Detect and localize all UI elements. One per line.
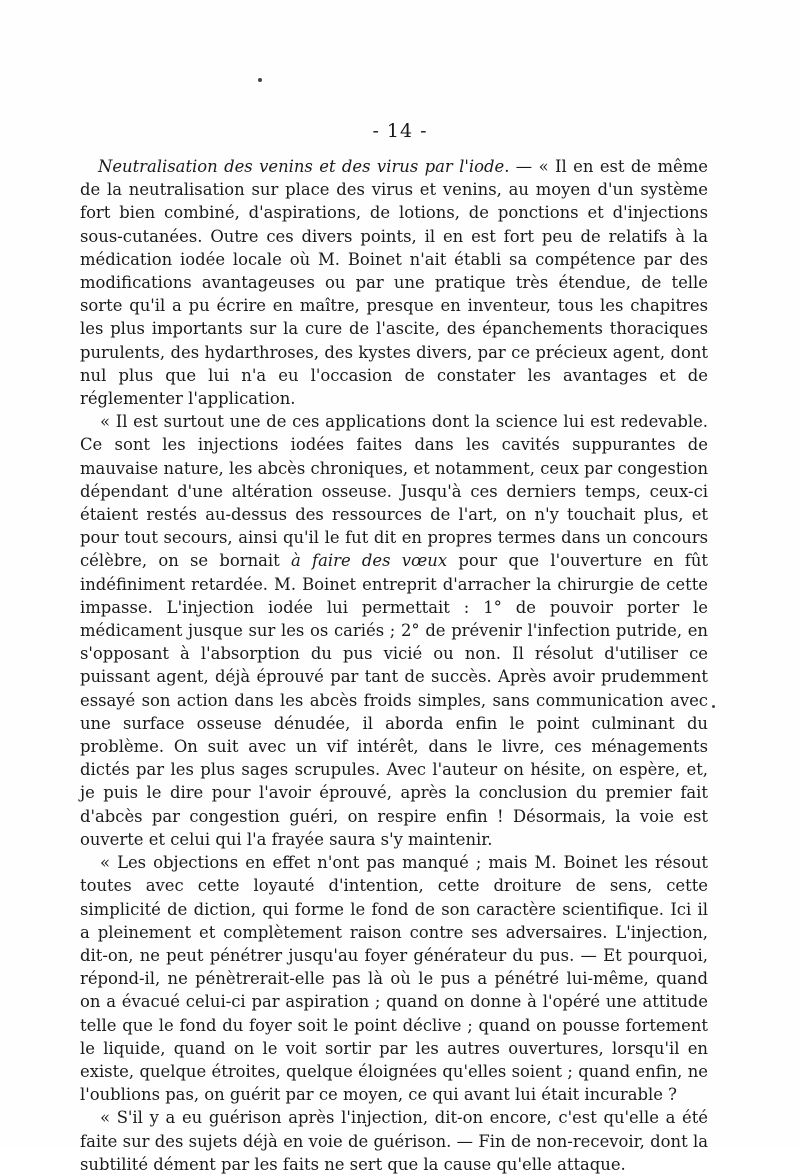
paragraph-3-text: « Les objections en effet n'ont pas manqué ; mais M. Boinet les résout toutes avec cette loyauté d'intention, cette droiture de sens, cette simplicité de diction, qui forme le fond de son caractère scientifique. Ici il a pleinement et complètement raison contre ses adversaires. L'injection, dit-on, ne peut pénétrer jusqu'au foyer générateur du pus. — Et pourquoi, répond-il, ne pénètrerait-elle pas là où le pus a pénétré lui-même, quand on a évacué celui-ci par aspiration ; quand on donne à l'opéré une attitude telle que le fond du foyer soit le point déclive ; quand on pousse fortement le liquide, quand on le voit sortir par les autres ouvertures, lorsqu'il en existe, quelque étroites, quelque éloignées qu'elles soient ; quand enfin, ne l'oublions pas, on guérit par ce moyen, ce qui avant lui était incurable ? bbox=[80, 853, 708, 1105]
paragraph-1 bbox=[80, 155, 708, 410]
ink-speck bbox=[712, 705, 715, 708]
paragraph-2-italic-phrase: à faire des vœux bbox=[291, 551, 448, 571]
paragraph-4-text: « S'il y a eu guérison après l'injection, dit-on encore, c'est qu'elle a été faite sur des sujets déjà en voie de guérison. — Fin de non-recevoir, dont la subtilité dément par les faits ne sert que la cause qu'elle attaque. bbox=[80, 1108, 708, 1174]
body-text bbox=[80, 155, 708, 1176]
page-number: - 14 - bbox=[372, 120, 428, 142]
paragraph-2 bbox=[80, 410, 708, 851]
heading-dash: — bbox=[509, 157, 539, 176]
ink-speck bbox=[258, 78, 262, 82]
paragraph-2-text-start: « Il est surtout une de ces applications dont la science lui est redevable. Ce sont les injections iodées faites dans les cavités suppurantes de mauvaise nature, les abcès chroniques, et notamment, ceux par congestion dépendant d'une altération osseuse. Jusqu'à ces derniers temps, ceux-ci étaient restés au-dessus des ressources de l'art, on n'y touchait plus, et pour tout secours, ainsi qu'il le fut dit en propres termes dans un concours célèbre, on se bornait bbox=[80, 412, 708, 571]
paragraph-4 bbox=[80, 1106, 708, 1176]
paragraph-1-text: « Il en est de même de la neutralisation sur place des virus et venins, au moyen d'un système fort bien combiné, d'aspirations, de lotions, de ponctions et d'injections sous-cutanées. Outre ces divers points, il en est fort peu de relatifs à la médication iodée locale où M. Boinet n'ait établi sa compétence par des modifications avantageuses ou par une pratique très étendue, de telle sorte qu'il a pu écrire en maître, presque en inventeur, tous les chapitres les plus importants sur la cure de l'ascite, des épanchements thoraciques purulents, des hydarthroses, des kystes divers, par ce précieux agent, dont nul plus que lui n'a eu l'occasion de constater les avantages et de réglementer l'application. bbox=[80, 157, 708, 409]
paragraph-2-text-end: pour que l'ouverture en fût indéfiniment retardée. M. Boinet entreprit d'arracher la chirurgie de cette impasse. L'injection iodée lui permettait : 1° de pouvoir porter le médicament jusque sur les os cariés ; 2° de prévenir l'infection putride, en s'opposant à l'absorption du pus vicié ou non. Il résolut d'utiliser ce puissant agent, déjà éprouvé par tant de succès. Après avoir prudemment essayé son action dans les abcès froids simples, sans communication avec une surface osseuse dénudée, il aborda enfin le point culminant du problème. On suit avec un vif intérêt, dans le livre, ces ménagements dictés par les plus sages scrupules. Avec l'auteur on hésite, on espère, et, je puis le dire pour l'avoir éprouvé, après la conclusion du premier fait d'abcès par congestion guéri, on respire enfin ! Désormais, la voie est ouverte et celui qui l'a frayée saura s'y maintenir. bbox=[80, 551, 709, 849]
section-heading: Neutralisation des venins et des virus par l'iode. bbox=[98, 157, 510, 176]
paragraph-3 bbox=[80, 851, 708, 1106]
